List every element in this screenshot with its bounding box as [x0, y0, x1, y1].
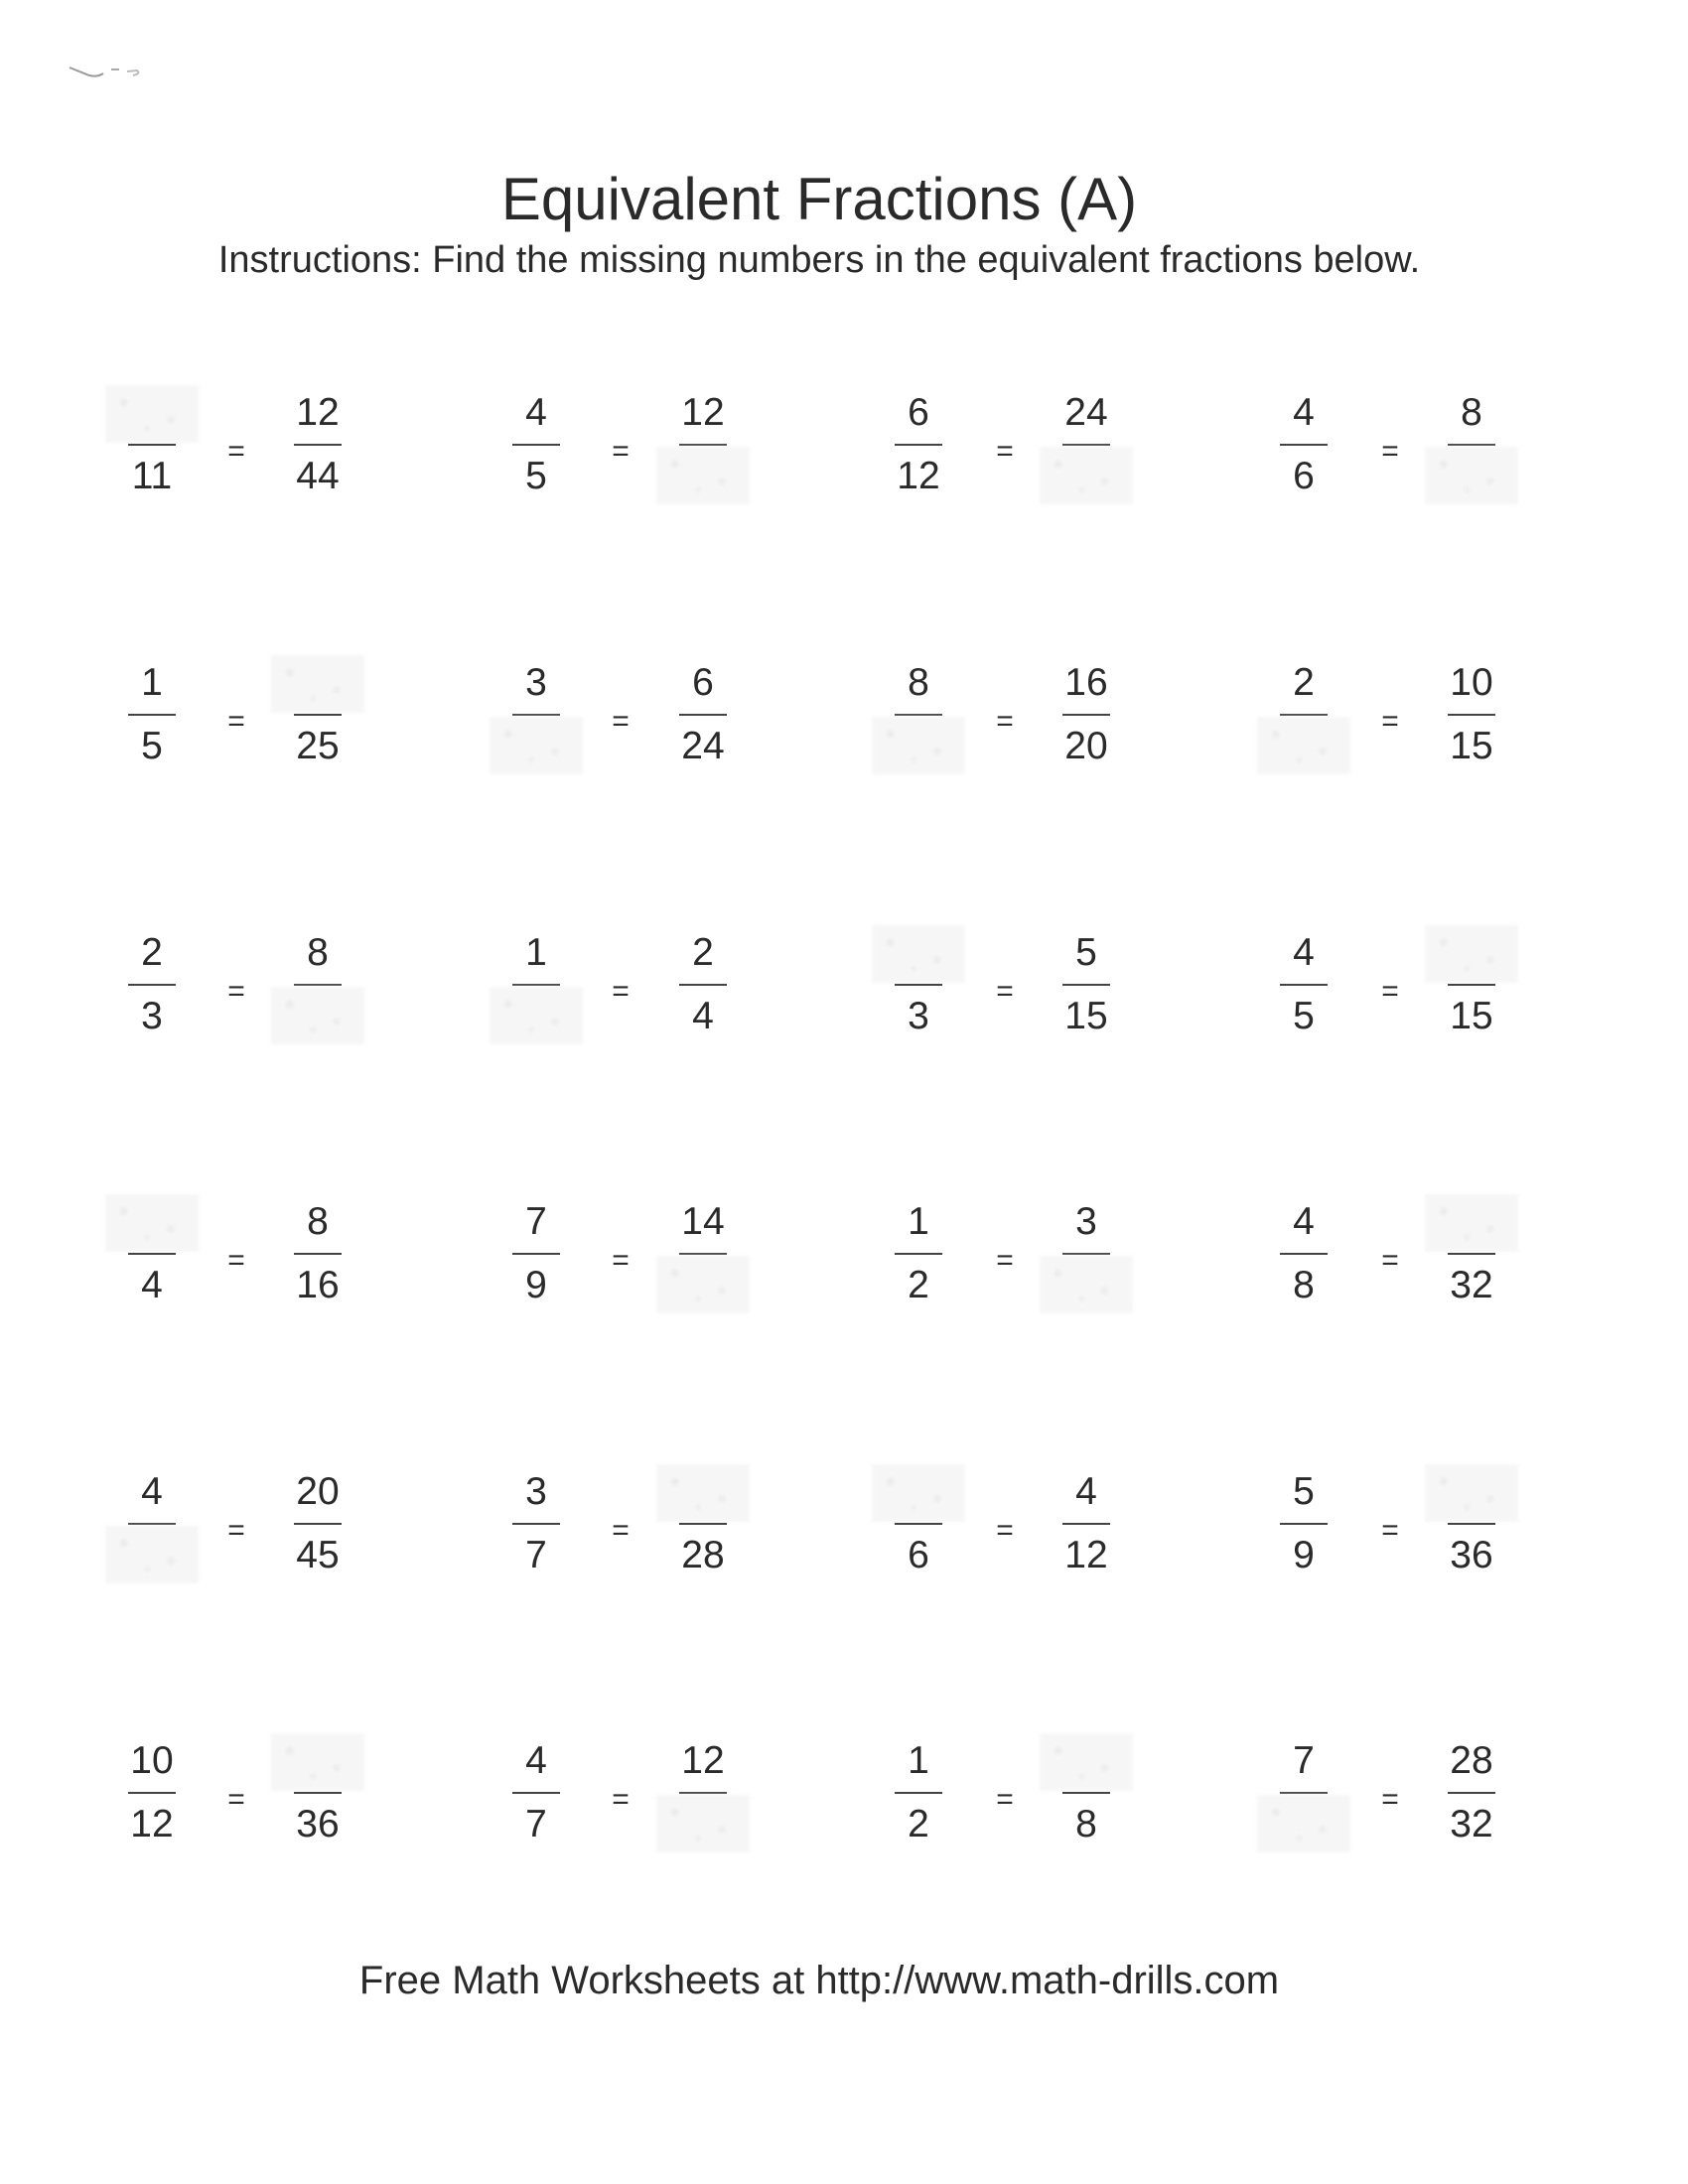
denominator: 25	[296, 725, 340, 767]
fraction-right	[1417, 1735, 1526, 1874]
fraction-bar	[128, 1792, 176, 1794]
equals-sign: =	[227, 1244, 245, 1277]
equals-sign: =	[996, 435, 1014, 468]
denominator: 7	[525, 1534, 547, 1576]
numerator	[648, 1466, 758, 1518]
fraction-bar	[512, 444, 560, 446]
fraction-bar	[895, 714, 942, 716]
fraction-left	[1249, 1196, 1358, 1335]
fraction-bar	[1448, 984, 1495, 986]
numerator: 4	[525, 1739, 547, 1782]
fraction-right	[1032, 1196, 1141, 1335]
equals-sign: =	[227, 705, 245, 738]
denominator: 2	[908, 1803, 929, 1845]
denominator	[1032, 1260, 1141, 1311]
denominator: 6	[908, 1534, 929, 1576]
numerator: 4	[525, 391, 547, 434]
numerator: 3	[1075, 1200, 1097, 1243]
fraction-left	[97, 1196, 207, 1335]
fraction-bar	[294, 1792, 342, 1794]
fraction-left	[482, 927, 591, 1066]
equals-sign: =	[996, 975, 1014, 1008]
fraction-bar	[1062, 1792, 1110, 1794]
fraction-right	[1032, 1466, 1141, 1605]
fraction-left	[97, 387, 207, 526]
numerator: 8	[908, 661, 929, 704]
numerator: 28	[1450, 1739, 1493, 1782]
denominator	[97, 1530, 207, 1581]
fraction-left	[97, 1466, 207, 1605]
numerator: 12	[681, 391, 725, 434]
fraction-bar	[895, 1253, 942, 1255]
fraction-left	[482, 657, 591, 796]
denominator	[1417, 451, 1526, 502]
fraction-bar	[895, 1792, 942, 1794]
denominator: 24	[681, 725, 725, 767]
denominator: 36	[1450, 1534, 1493, 1576]
numerator: 6	[908, 391, 929, 434]
denominator: 32	[1450, 1264, 1493, 1306]
fraction-bar	[1062, 444, 1110, 446]
denominator: 16	[296, 1264, 340, 1306]
fraction-left	[1249, 1466, 1358, 1605]
numerator	[1032, 1735, 1141, 1787]
fraction-bar	[1062, 1523, 1110, 1525]
denominator: 32	[1450, 1803, 1493, 1845]
equals-sign: =	[612, 1783, 630, 1816]
denominator: 3	[908, 995, 929, 1037]
denominator	[648, 1260, 758, 1311]
fraction-right	[1417, 927, 1526, 1066]
fraction-bar	[128, 1253, 176, 1255]
fraction-bar	[128, 444, 176, 446]
numerator: 20	[296, 1470, 340, 1513]
denominator: 11	[131, 455, 173, 497]
numerator: 14	[681, 1200, 725, 1243]
equals-sign: =	[612, 435, 630, 468]
fraction-bar	[895, 444, 942, 446]
denominator: 12	[130, 1803, 174, 1845]
numerator: 8	[1461, 391, 1482, 434]
numerator	[1417, 927, 1526, 979]
fraction-bar	[294, 714, 342, 716]
fraction-left	[864, 1196, 973, 1335]
equals-sign: =	[996, 705, 1014, 738]
fraction-bar	[1280, 444, 1328, 446]
fraction-right	[263, 1735, 372, 1874]
numerator: 10	[1450, 661, 1493, 704]
numerator: 12	[681, 1739, 725, 1782]
denominator: 44	[296, 455, 340, 497]
numerator: 3	[525, 661, 547, 704]
equals-sign: =	[612, 1244, 630, 1277]
fraction-right	[1032, 1735, 1141, 1874]
fraction-right	[1032, 927, 1141, 1066]
denominator: 15	[1064, 995, 1108, 1037]
equals-sign: =	[227, 1514, 245, 1547]
denominator: 3	[141, 995, 163, 1037]
fraction-right	[263, 657, 372, 796]
numerator: 2	[692, 931, 714, 974]
equals-sign: =	[1381, 1514, 1399, 1547]
fraction-bar	[512, 1792, 560, 1794]
denominator: 15	[1450, 725, 1493, 767]
fraction-bar	[679, 1523, 727, 1525]
denominator: 9	[525, 1264, 547, 1306]
denominator: 28	[681, 1534, 725, 1576]
fraction-left	[1249, 387, 1358, 526]
denominator: 6	[1293, 455, 1315, 497]
fraction-bar	[1280, 984, 1328, 986]
numerator	[864, 1466, 973, 1518]
fraction-bar	[1448, 1792, 1495, 1794]
fraction-bar	[294, 1253, 342, 1255]
fraction-bar	[1280, 1523, 1328, 1525]
numerator: 4	[1293, 931, 1315, 974]
denominator: 4	[141, 1264, 163, 1306]
denominator: 7	[525, 1803, 547, 1845]
numerator	[864, 927, 973, 979]
numerator	[263, 657, 372, 709]
fraction-bar	[679, 1253, 727, 1255]
numerator: 2	[1293, 661, 1315, 704]
numerator: 5	[1075, 931, 1097, 974]
numerator: 7	[525, 1200, 547, 1243]
denominator: 8	[1293, 1264, 1315, 1306]
numerator: 6	[692, 661, 714, 704]
equals-sign: =	[1381, 1244, 1399, 1277]
fraction-bar	[128, 1523, 176, 1525]
fraction-right	[1032, 387, 1141, 526]
denominator: 20	[1064, 725, 1108, 767]
fraction-bar	[1280, 1792, 1328, 1794]
numerator	[97, 1196, 207, 1248]
fraction-bar	[1062, 1253, 1110, 1255]
fraction-left	[1249, 1735, 1358, 1874]
denominator: 15	[1450, 995, 1493, 1037]
fraction-left	[864, 927, 973, 1066]
numerator: 1	[908, 1739, 929, 1782]
fraction-right	[648, 1735, 758, 1874]
denominator: 45	[296, 1534, 340, 1576]
equals-sign: =	[612, 1514, 630, 1547]
numerator: 24	[1064, 391, 1108, 434]
fraction-left	[482, 1466, 591, 1605]
fraction-bar	[128, 984, 176, 986]
fraction-right	[263, 1196, 372, 1335]
fraction-right	[648, 1196, 758, 1335]
numerator	[1417, 1196, 1526, 1248]
denominator	[1249, 1799, 1358, 1850]
fraction-right	[648, 657, 758, 796]
fraction-left	[1249, 927, 1358, 1066]
fraction-left	[97, 1735, 207, 1874]
fraction-left	[97, 657, 207, 796]
numerator: 4	[1075, 1470, 1097, 1513]
fraction-bar	[1062, 984, 1110, 986]
fraction-left	[864, 657, 973, 796]
equals-sign: =	[612, 705, 630, 738]
fraction-right	[648, 1466, 758, 1605]
equals-sign: =	[227, 435, 245, 468]
denominator: 2	[908, 1264, 929, 1306]
fraction-bar	[1448, 1253, 1495, 1255]
fraction-bar	[1280, 714, 1328, 716]
numerator: 8	[307, 931, 329, 974]
fraction-bar	[512, 1253, 560, 1255]
numerator	[97, 387, 207, 439]
numerator: 1	[141, 661, 163, 704]
denominator	[1032, 451, 1141, 502]
fraction-left	[482, 1196, 591, 1335]
numerator: 3	[525, 1470, 547, 1513]
equals-sign: =	[996, 1244, 1014, 1277]
fraction-bar	[679, 1792, 727, 1794]
fraction-right	[1417, 387, 1526, 526]
fraction-right	[1032, 657, 1141, 796]
equals-sign: =	[1381, 435, 1399, 468]
fraction-bar	[294, 444, 342, 446]
denominator: 5	[141, 725, 163, 767]
denominator	[648, 451, 758, 502]
equals-sign: =	[1381, 705, 1399, 738]
fraction-bar	[512, 714, 560, 716]
numerator: 5	[1293, 1470, 1315, 1513]
numerator: 4	[141, 1470, 163, 1513]
fraction-bar	[1448, 714, 1495, 716]
fraction-left	[864, 387, 973, 526]
equals-sign: =	[996, 1514, 1014, 1547]
fraction-right	[1417, 657, 1526, 796]
denominator	[648, 1799, 758, 1850]
denominator	[263, 991, 372, 1042]
equals-sign: =	[1381, 1783, 1399, 1816]
denominator	[864, 721, 973, 772]
fraction-bar	[1062, 714, 1110, 716]
fraction-bar	[512, 1523, 560, 1525]
fraction-right	[648, 387, 758, 526]
fraction-right	[1417, 1196, 1526, 1335]
denominator: 9	[1293, 1534, 1315, 1576]
denominator: 5	[525, 455, 547, 497]
fraction-right	[263, 387, 372, 526]
fraction-bar	[679, 714, 727, 716]
worksheet-title: Equivalent Fractions (A)	[500, 166, 1138, 232]
equals-sign: =	[227, 1783, 245, 1816]
fraction-left	[482, 387, 591, 526]
fraction-bar	[1280, 1253, 1328, 1255]
fraction-bar	[895, 1523, 942, 1525]
denominator: 8	[1075, 1803, 1097, 1845]
denominator: 36	[296, 1803, 340, 1845]
fraction-left	[482, 1735, 591, 1874]
fraction-right	[1417, 1466, 1526, 1605]
equals-sign: =	[1381, 975, 1399, 1008]
fraction-bar	[128, 714, 176, 716]
worksheet-footer: Free Math Worksheets at http://www.math-drills.com	[358, 1959, 1280, 2002]
denominator	[482, 721, 591, 772]
denominator: 5	[1293, 995, 1315, 1037]
denominator: 12	[1064, 1534, 1108, 1576]
fraction-bar	[294, 1523, 342, 1525]
fraction-left	[97, 927, 207, 1066]
fraction-bar	[294, 984, 342, 986]
worksheet-instructions: Instructions: Find the missing numbers in the equivalent fractions below.	[217, 239, 1421, 281]
equals-sign: =	[996, 1783, 1014, 1816]
numerator: 12	[296, 391, 340, 434]
numerator: 4	[1293, 391, 1315, 434]
fraction-right	[648, 927, 758, 1066]
fraction-right	[263, 1466, 372, 1605]
denominator	[482, 991, 591, 1042]
numerator: 4	[1293, 1200, 1315, 1243]
fraction-left	[1249, 657, 1358, 796]
fraction-bar	[679, 984, 727, 986]
fraction-bar	[512, 984, 560, 986]
denominator: 12	[897, 455, 940, 497]
numerator: 8	[307, 1200, 329, 1243]
denominator	[1249, 721, 1358, 772]
numerator: 16	[1064, 661, 1108, 704]
fraction-right	[263, 927, 372, 1066]
denominator: 4	[692, 995, 714, 1037]
fraction-bar	[895, 984, 942, 986]
equals-sign: =	[612, 975, 630, 1008]
fraction-bar	[679, 444, 727, 446]
numerator: 1	[525, 931, 547, 974]
fraction-left	[864, 1735, 973, 1874]
numerator	[263, 1735, 372, 1787]
fraction-bar	[1448, 1523, 1495, 1525]
equals-sign: =	[227, 975, 245, 1008]
numerator: 1	[908, 1200, 929, 1243]
numerator: 10	[130, 1739, 174, 1782]
fraction-left	[864, 1466, 973, 1605]
numerator: 2	[141, 931, 163, 974]
numerator: 7	[1293, 1739, 1315, 1782]
fraction-bar	[1448, 444, 1495, 446]
numerator	[1417, 1466, 1526, 1518]
